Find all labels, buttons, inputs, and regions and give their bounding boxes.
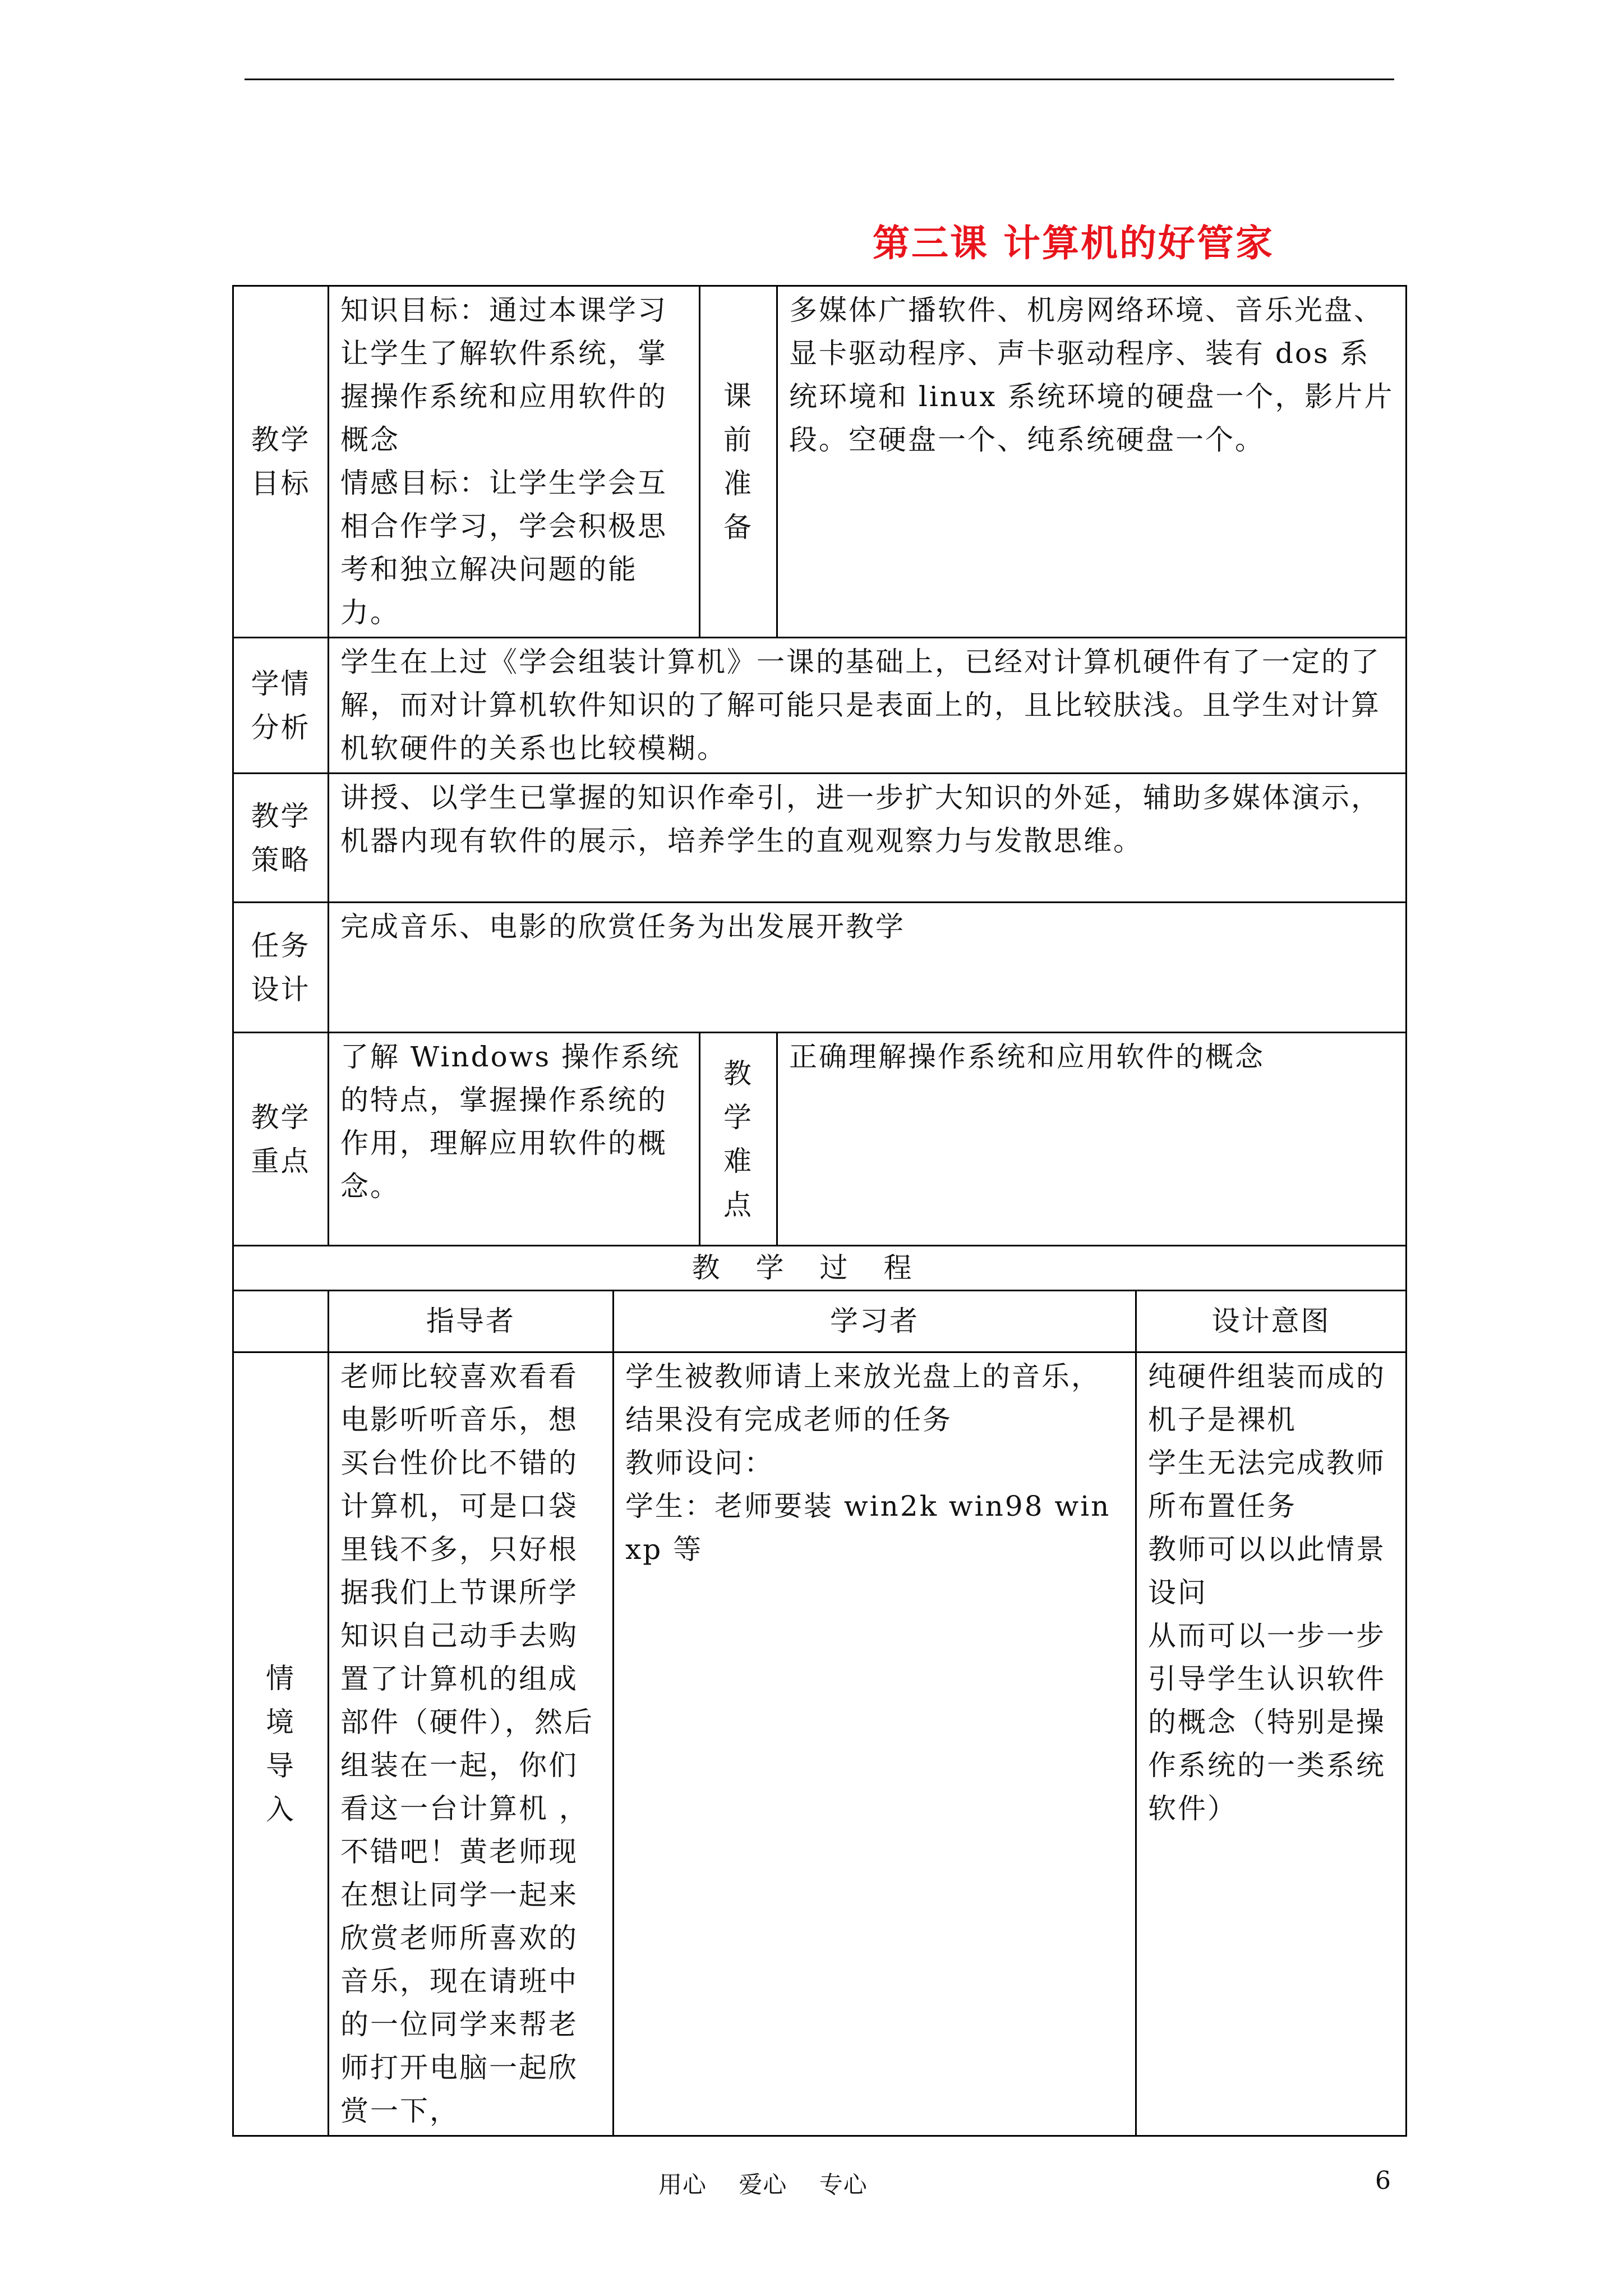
strategy-label: 教学 策略	[233, 774, 329, 903]
header-intent: 设计意图	[1136, 1291, 1407, 1352]
analysis-content: 学生在上过《学会组装计算机》一课的基础上，已经对计算机硬件有了一定的了解，而对计算机软件知识的了解可能只是表面上的，且比较肤浅。且学生对计算机软硬件的关系也比较模糊。	[329, 638, 1407, 774]
header-teacher: 指导者	[329, 1291, 614, 1352]
header-rule	[245, 79, 1394, 80]
keypoints-row	[233, 1033, 1407, 1246]
analysis-label: 学情 分析	[233, 638, 329, 774]
task-row	[233, 903, 1407, 1033]
process-title-cell	[233, 1246, 1407, 1291]
process-header-row	[233, 1291, 1407, 1352]
objectives-content: 知识目标：通过本课学习让学生了解软件系统，掌握操作系统和应用软件的概念 情感目标：让学生学会互相合作学习，学会积极思考和独立解决问题的能力。	[329, 286, 700, 638]
objectives-row	[233, 286, 1407, 638]
prep-label: 课 前 准 备	[700, 286, 777, 638]
process-title: 教学过程	[691, 1251, 948, 1284]
difficulty-label: 教 学 难 点	[700, 1033, 777, 1246]
strategy-row	[233, 774, 1407, 903]
difficulty-content: 正确理解操作系统和应用软件的概念	[777, 1033, 1407, 1246]
lesson-plan-table	[232, 285, 1407, 2137]
task-label: 任务 设计	[233, 903, 329, 1033]
intent-content: 纯硬件组装而成的机子是裸机 学生无法完成教师所布置任务 教师可以以此情景设问 从而可以一步一步引导学生认识软件的概念（特别是操作系统的一类系统软件）	[1136, 1352, 1407, 2136]
process-row-label: 情 境 导 入	[233, 1352, 329, 2136]
keypoints-content: 了解 Windows 操作系统的特点，掌握操作系统的作用，理解应用软件的概念。	[329, 1033, 700, 1246]
process-row	[233, 1352, 1407, 2136]
objectives-label: 教学 目标	[233, 286, 329, 638]
task-content: 完成音乐、电影的欣赏任务为出发展开教学	[329, 903, 1407, 1033]
header-learner: 学习者	[614, 1291, 1136, 1352]
page-title: 第三课 计算机的好管家	[873, 221, 1274, 265]
prep-content: 多媒体广播软件、机房网络环境、音乐光盘、显卡驱动程序、声卡驱动程序、装有 dos 系统环境和 linux 系统环境的硬盘一个，影片片段。空硬盘一个、纯系统硬盘一个。	[777, 286, 1407, 638]
process-title-row	[233, 1246, 1407, 1291]
footer-motto: 用心 爱心 专心	[658, 2171, 868, 2198]
teacher-content: 老师比较喜欢看看电影听听音乐，想买台性价比不错的计算机，可是口袋里钱不多，只好根据我们上节课所学知识自己动手去购置了计算机的组成部件（硬件），然后组装在一起，你们看这一台计算机 ，不错吧！黄老师现在想让同学一起来欣赏老师所喜欢的音乐，现在请班中的一位同学来帮老师打开电脑一起欣赏一下，	[329, 1352, 614, 2136]
keypoints-label: 教学 重点	[233, 1033, 329, 1246]
process-header-blank	[233, 1291, 329, 1352]
page-number: 6	[1375, 2166, 1391, 2195]
learner-content: 学生被教师请上来放光盘上的音乐，结果没有完成老师的任务 教师设问： 学生：老师要装 win2k win98 winxp 等	[614, 1352, 1136, 2136]
strategy-content: 讲授、以学生已掌握的知识作牵引，进一步扩大知识的外延，辅助多媒体演示，机器内现有软件的展示，培养学生的直观观察力与发散思维。	[329, 774, 1407, 903]
analysis-row	[233, 638, 1407, 774]
